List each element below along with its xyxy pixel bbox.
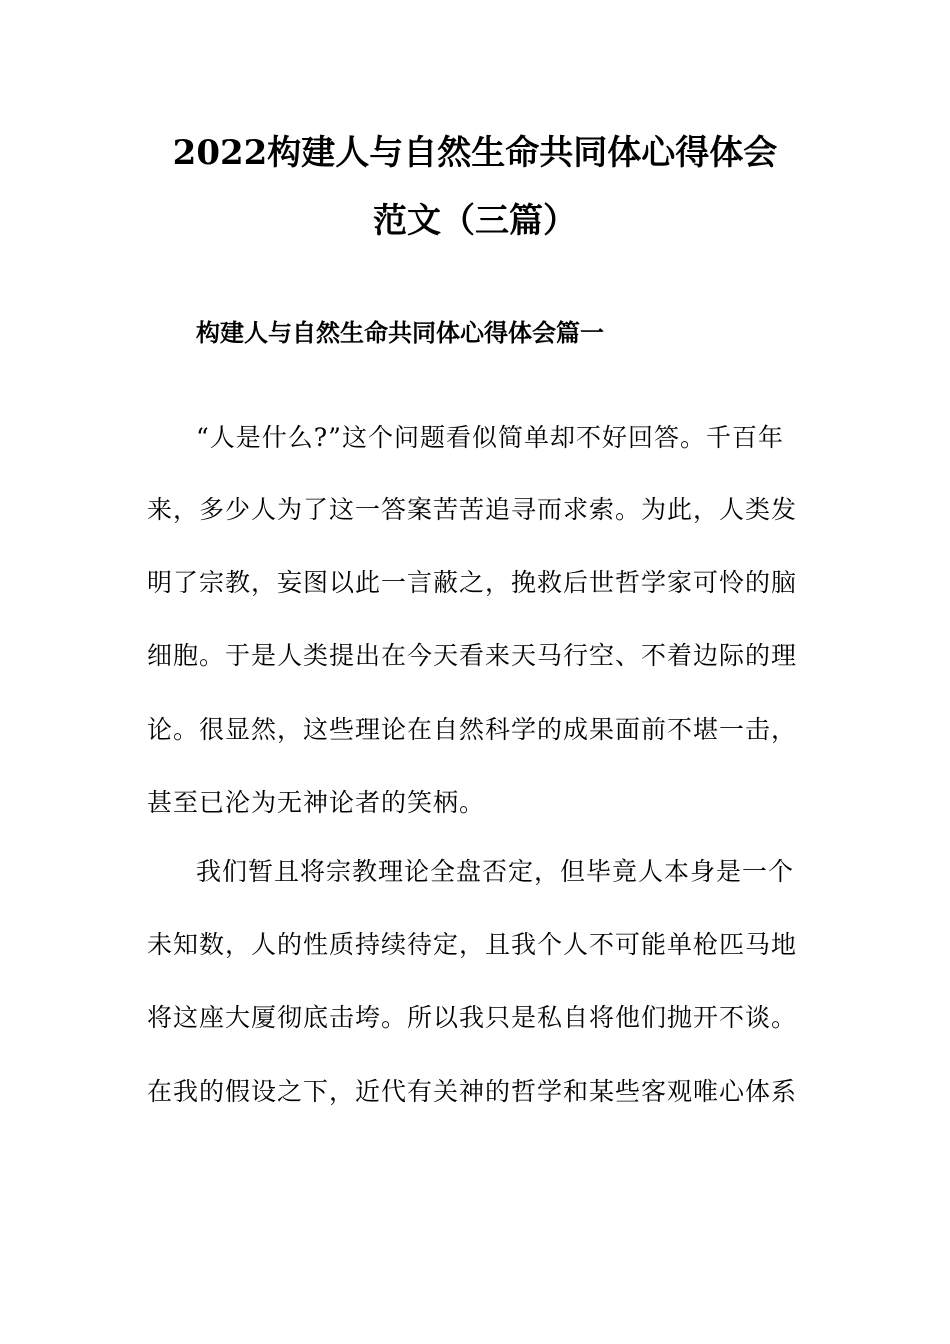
paragraph-2-line: 将这座大厦彻底击垮。所以我只是私自将他们抛开不谈。: [147, 1003, 798, 1032]
paragraph-1-line: 细胞。于是人类提出在今天看来天马行空、不着边际的理: [147, 641, 798, 670]
paragraph-1-line: 来，多少人为了这一答案苦苦追寻而求索。为此，人类发: [147, 495, 798, 524]
document-title-line-1: 2022构建人与自然生命共同体心得体会: [172, 133, 778, 173]
paragraph-2-line: 在我的假设之下，近代有关神的哲学和某些客观唯心体系: [147, 1077, 798, 1106]
paragraph-1-line: 论。很显然，这些理论在自然科学的成果面前不堪一击，: [147, 715, 798, 744]
paragraph-1-line: 明了宗教，妄图以此一言蔽之，挽救后世哲学家可怜的脑: [147, 568, 798, 597]
document-title-line-2: 范文（三篇）: [373, 201, 577, 241]
section-heading: 构建人与自然生命共同体心得体会篇一: [196, 319, 604, 347]
paragraph-1-line: 甚至已沦为无神论者的笑柄。: [147, 788, 486, 817]
paragraph-2-line: 未知数，人的性质持续待定，且我个人不可能单枪匹马地: [147, 930, 798, 959]
paragraph-2-line: 我们暂且将宗教理论全盘否定，但毕竟人本身是一个: [196, 857, 795, 886]
paragraph-1-line: “人是什么?”这个问题看似简单却不好回答。千百年: [196, 423, 784, 452]
